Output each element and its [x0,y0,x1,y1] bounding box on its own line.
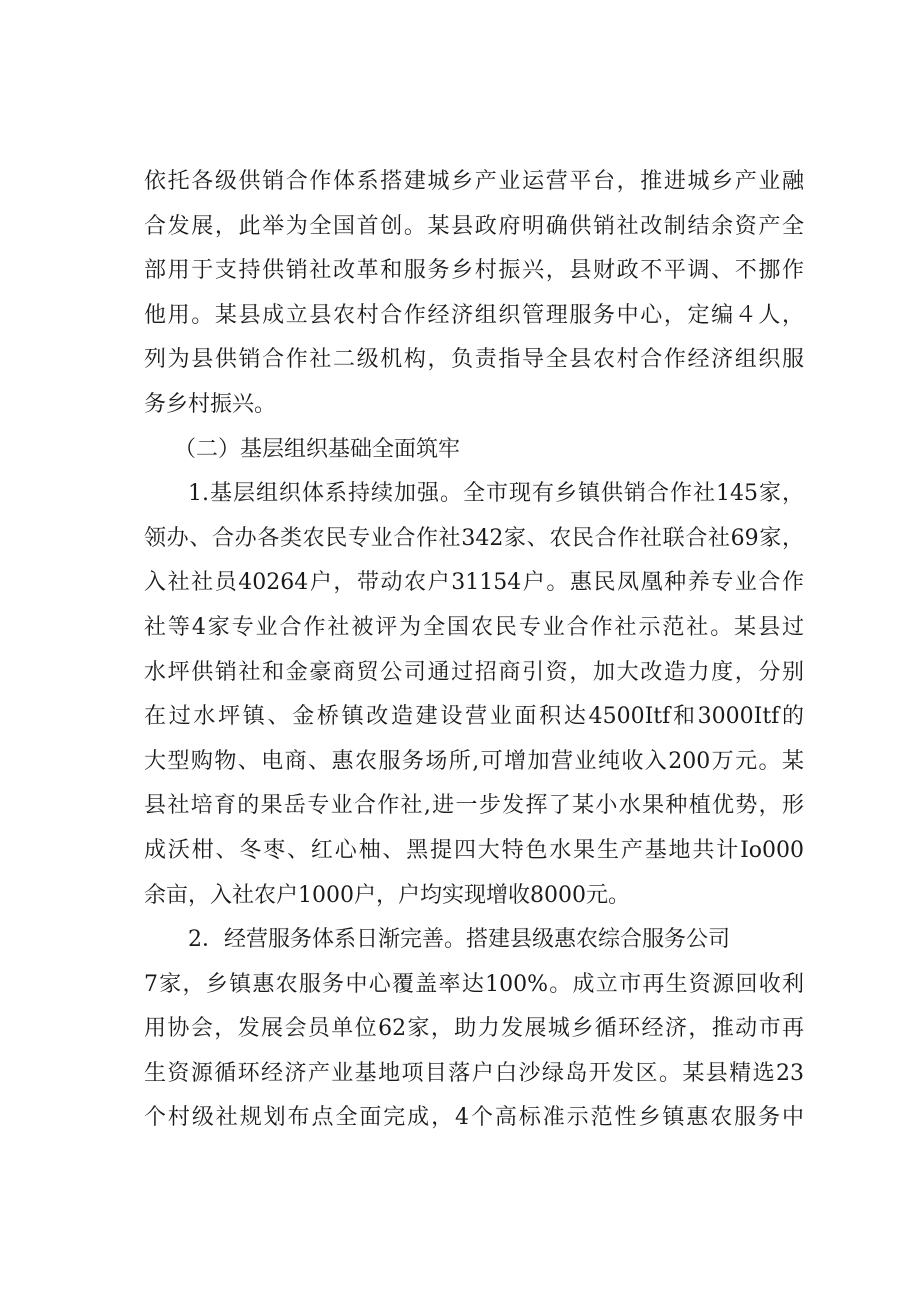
text-line: 个村级社规划布点全面完成，4个高标准示范性乡镇惠农服务中 [144,1105,804,1131]
text-line: 列为县供销合作社二级机构，负责指导全县农村合作经济组织服 [144,347,804,373]
text-line: 余亩，入社农户1000户，户均实现增收8000元。 [144,882,630,908]
text-line: 合发展，此举为全国首创。某县政府明确供销社改制结余资产全 [144,213,804,239]
text-line: 务乡村振兴。 [144,391,277,417]
text-line: 大型购物、电商、惠农服务场所,可增加营业纯收入200万元。某 [144,748,804,774]
text-line: 他用。某县成立县农村合作经济组织管理服务中心，定编４人， [144,302,804,328]
section-heading: （二）基层组织基础全面筑牢 [174,436,461,462]
paragraph-service-system [144,918,804,1141]
text-line: 部用于支持供销社改革和服务乡村振兴，县财政不平调、不挪作 [144,258,804,284]
text-line: 成沃柑、冬枣、红心柚、黑提四大特色水果生产基地共计Io000 [144,837,804,863]
text-line: 社等4家专业合作社被评为全国农民专业合作社示范社。某县过 [144,614,804,640]
paragraph-grassroots-organization [144,472,804,918]
text-line: 生资源循环经济产业基地项目落户白沙绿岛开发区。某县精选23 [144,1060,804,1086]
document-body [144,160,804,1141]
text-line: 入社社员40264户，带动农户31154户。惠民凤凰种养专业合作 [144,570,804,596]
text-line: 用协会，发展会员单位62家，助力发展城乡循环经济，推动市再 [144,1016,804,1042]
text-line: 领办、合办各类农民专业合作社342家、农民合作社联合社69家， [144,525,804,551]
text-line: 2．经营服务体系日渐完善。搭建县级惠农综合服务公司 [188,927,730,953]
text-line: 依托各级供销合作体系搭建城乡产业运营平台，推进城乡产业融 [144,169,804,194]
text-line: 水坪供销社和金豪商贸公司通过招商引资，加大改造力度，分别 [144,659,804,685]
text-line: 7家，乡镇惠农服务中心覆盖率达100%。成立市再生资源回收利 [144,971,804,997]
paragraph-rural-platform [144,160,804,428]
text-line: 1.基层组织体系持续加强。全市现有乡镇供销合作社145家， [188,481,804,507]
text-line: 县社培育的果岳专业合作社,进一步发挥了某小水果种植优势，形 [144,793,804,819]
text-line: 在过水坪镇、金桥镇改造建设营业面积达4500Itf和3000Itf的 [144,704,804,730]
